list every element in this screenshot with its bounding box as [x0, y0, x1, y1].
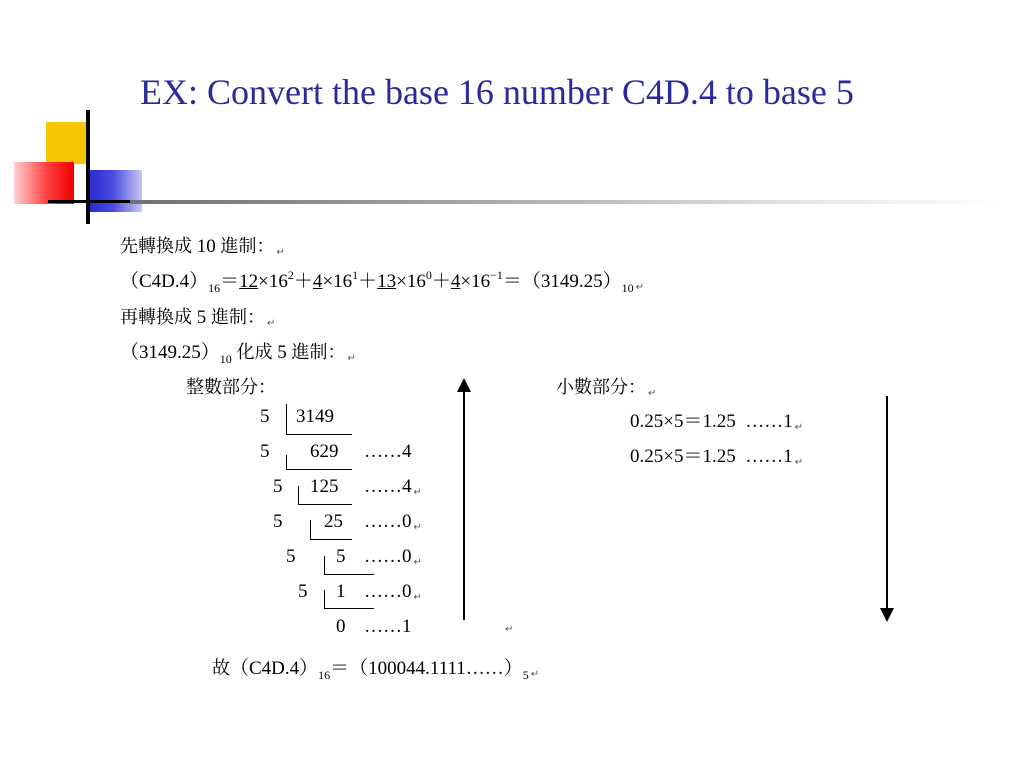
division-remainder: ……4 ↵	[364, 476, 422, 498]
fraction-row: 0.25×5＝1.25 ……1 ↵	[630, 411, 804, 433]
fraction-row: 0.25×5＝1.25 ……1 ↵	[630, 446, 804, 468]
slide-title: EX: Convert the base 16 number C4D.4 to base 5	[140, 72, 854, 112]
division-remainder: ……0 ↵	[364, 546, 422, 568]
division-bracket	[324, 556, 325, 574]
logo-horizontal-line	[48, 200, 140, 203]
division-bracket	[286, 469, 352, 470]
title-divider	[130, 200, 1000, 204]
conclusion-line: 故$(C4D.4)_{16}=(100044.1111\dots\dots)_5$ ↵	[212, 658, 540, 682]
division-remainder: ……4	[364, 441, 412, 462]
division-remainder: ……0 ↵	[364, 511, 422, 533]
division-value: 3149	[296, 406, 334, 427]
division-divisor: 5	[260, 406, 270, 427]
logo-vertical-line	[86, 110, 90, 224]
division-bracket	[324, 574, 374, 575]
logo-yellow-square	[46, 122, 88, 164]
logo-blue-square	[88, 170, 142, 212]
division-bracket	[298, 486, 299, 504]
division-divisor: 5	[298, 581, 308, 602]
division-bracket	[324, 608, 374, 609]
division-value: 125	[310, 476, 339, 497]
division-bracket	[286, 434, 352, 435]
step3-line: $(3149.25)_{10}$ 化成 5 進制： ↵	[120, 342, 356, 366]
logo-red-square	[14, 162, 74, 204]
division-value: 5	[336, 546, 346, 567]
division-bracket	[286, 404, 287, 434]
down-arrow-shaft	[886, 396, 888, 610]
step1-line: 先轉換成 10 進制： ↵	[120, 236, 285, 258]
division-value: 0	[336, 616, 346, 637]
division-bracket	[298, 504, 352, 505]
step2-line: 再轉換成 5 進制： ↵	[120, 307, 276, 329]
division-bracket	[286, 455, 287, 469]
division-value: 629	[310, 441, 339, 462]
division-bracket	[324, 590, 325, 608]
division-divisor: 5	[273, 511, 283, 532]
down-arrow-icon	[880, 608, 894, 622]
up-arrow-shaft	[463, 390, 465, 620]
division-divisor: 5	[286, 546, 296, 567]
division-value: 25	[324, 511, 343, 532]
return-mark: ↵	[505, 624, 514, 635]
fraction-part-label: 小數部分： ↵	[556, 377, 657, 399]
division-bracket	[310, 539, 352, 540]
expansion-line: $(C4D.4)_{16}=12\times 16^2+4\times 16^1+13\times 16^0+4\times 16^{-1}=(3149.25)_{10}$ ↵	[120, 268, 645, 295]
division-bracket	[310, 520, 311, 539]
division-remainder: ……0 ↵	[364, 581, 422, 603]
division-remainder: ……1	[364, 616, 412, 637]
division-divisor: 5	[273, 476, 283, 497]
division-divisor: 5	[260, 441, 270, 462]
integer-part-label: 整數部分：	[186, 377, 276, 398]
division-value: 1	[336, 581, 346, 602]
